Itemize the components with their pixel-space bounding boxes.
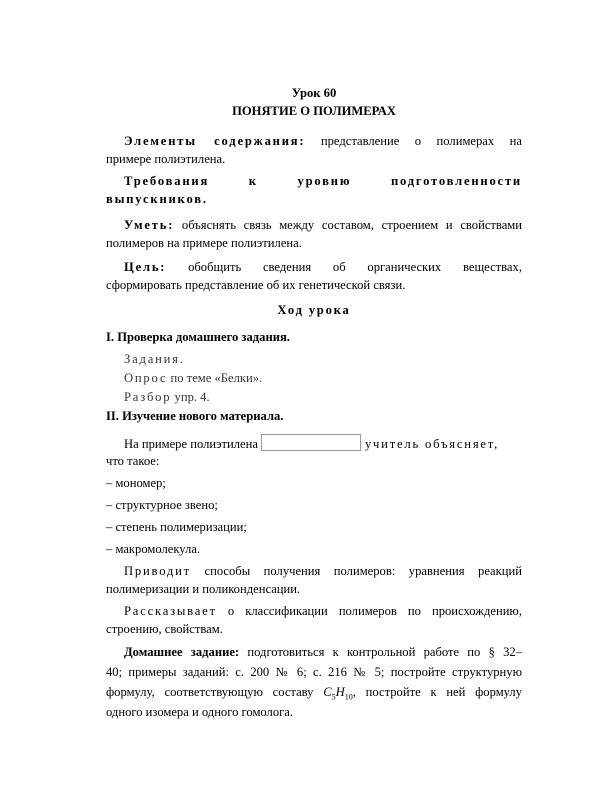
skills-label: Уметь: [124,218,175,232]
homework-line2: 40; примеры заданий: с. 200 № 6; с. 216 № 5; постройте структурную [106,665,522,679]
review-text: упр. 4. [174,390,210,404]
homework-text3-after: , постройте к ней формулу [352,685,522,699]
formula-c: C [323,685,332,699]
survey-line [106,369,522,387]
formula-c-sub: 5 [331,692,336,702]
review-line [106,388,522,406]
requirements-word-3: уровню [297,174,352,188]
formula-h-sub: 10 [344,692,353,702]
homework-text1: подготовиться к контрольной работе по § 32– [247,645,522,659]
goal-word-1: обобщить [188,260,242,274]
goal-word-3: об [332,260,346,274]
survey-label: Опрос [124,371,168,385]
list-item-polymerization-degree: – степень полимеризации; [106,520,247,534]
gives-text: способы получения полимеров: уравнения реакций [204,564,522,578]
requirements-word-1: Требования [124,174,210,188]
section1-heading: I. Проверка домашнего задания. [106,330,290,344]
lesson-flow-heading: Ход урока [277,303,351,317]
homework-line4: одного изомера и одного гомолога. [106,705,294,719]
image-placeholder-box [261,434,361,451]
tells-text: о классификации полимеров по происхождению, [227,604,522,618]
intro-line2: что такое: [106,454,160,468]
tasks-label: Задания. [124,352,185,366]
goal-word-5: веществах, [463,260,522,274]
skills-text: объяснять связь между составом, строением и свойствами [181,218,522,232]
goal-word-4: органических [367,260,442,274]
lesson-topic: ПОНЯТИЕ О ПОЛИМЕРАХ [232,104,396,118]
goal-word-2: сведения [262,260,312,274]
review-label: Разбор [124,390,172,404]
content-elements-label: Элементы содержания: [124,134,306,148]
tells-line1 [106,602,522,620]
intro-line1 [106,434,522,453]
requirements-line2: выпускников. [106,192,208,206]
goal-label: Цель: [124,260,167,274]
intro-before: На примере полиэтилена [124,437,258,451]
formula-h: H [335,685,345,699]
skills-line1 [106,216,522,234]
goal-line1 [106,258,522,276]
lesson-number: Урок 60 [291,86,337,100]
requirements-word-2: к [248,174,258,188]
formula-c5h10 [323,685,353,702]
requirements-word-4: подготовленности [390,174,522,188]
content-elements-text: представление о полимерах на [320,134,522,148]
tells-label: Рассказывает [124,604,217,618]
content-elements-line2: примере полиэтилена. [106,152,226,166]
intro-after: учитель объясняет, [364,437,500,451]
homework-text3-before: формулу, соответствующую составу [106,685,314,699]
content-elements-line1 [106,132,522,150]
gives-label: Приводит [124,564,191,578]
list-item-monomer: – мономер; [106,476,166,490]
list-item-structural-unit: – структурное звено; [106,498,218,512]
tells-line2: строению, свойствам. [106,622,223,636]
section2-heading: II. Изучение нового материала. [106,409,284,423]
goal-line2: сформировать представление об их генетической связи. [106,278,406,292]
skills-line2: полимеров на примере полиэтилена. [106,236,302,250]
homework-line1 [106,643,522,661]
requirements-line1 [106,172,522,190]
gives-line1 [106,562,522,580]
homework-label: Домашнее задание: [124,645,240,659]
gives-line2: полимеризации и поликонденсации. [106,582,301,596]
list-item-macromolecule: – макромолекула. [106,542,201,556]
survey-text: по теме «Белки». [170,371,263,385]
